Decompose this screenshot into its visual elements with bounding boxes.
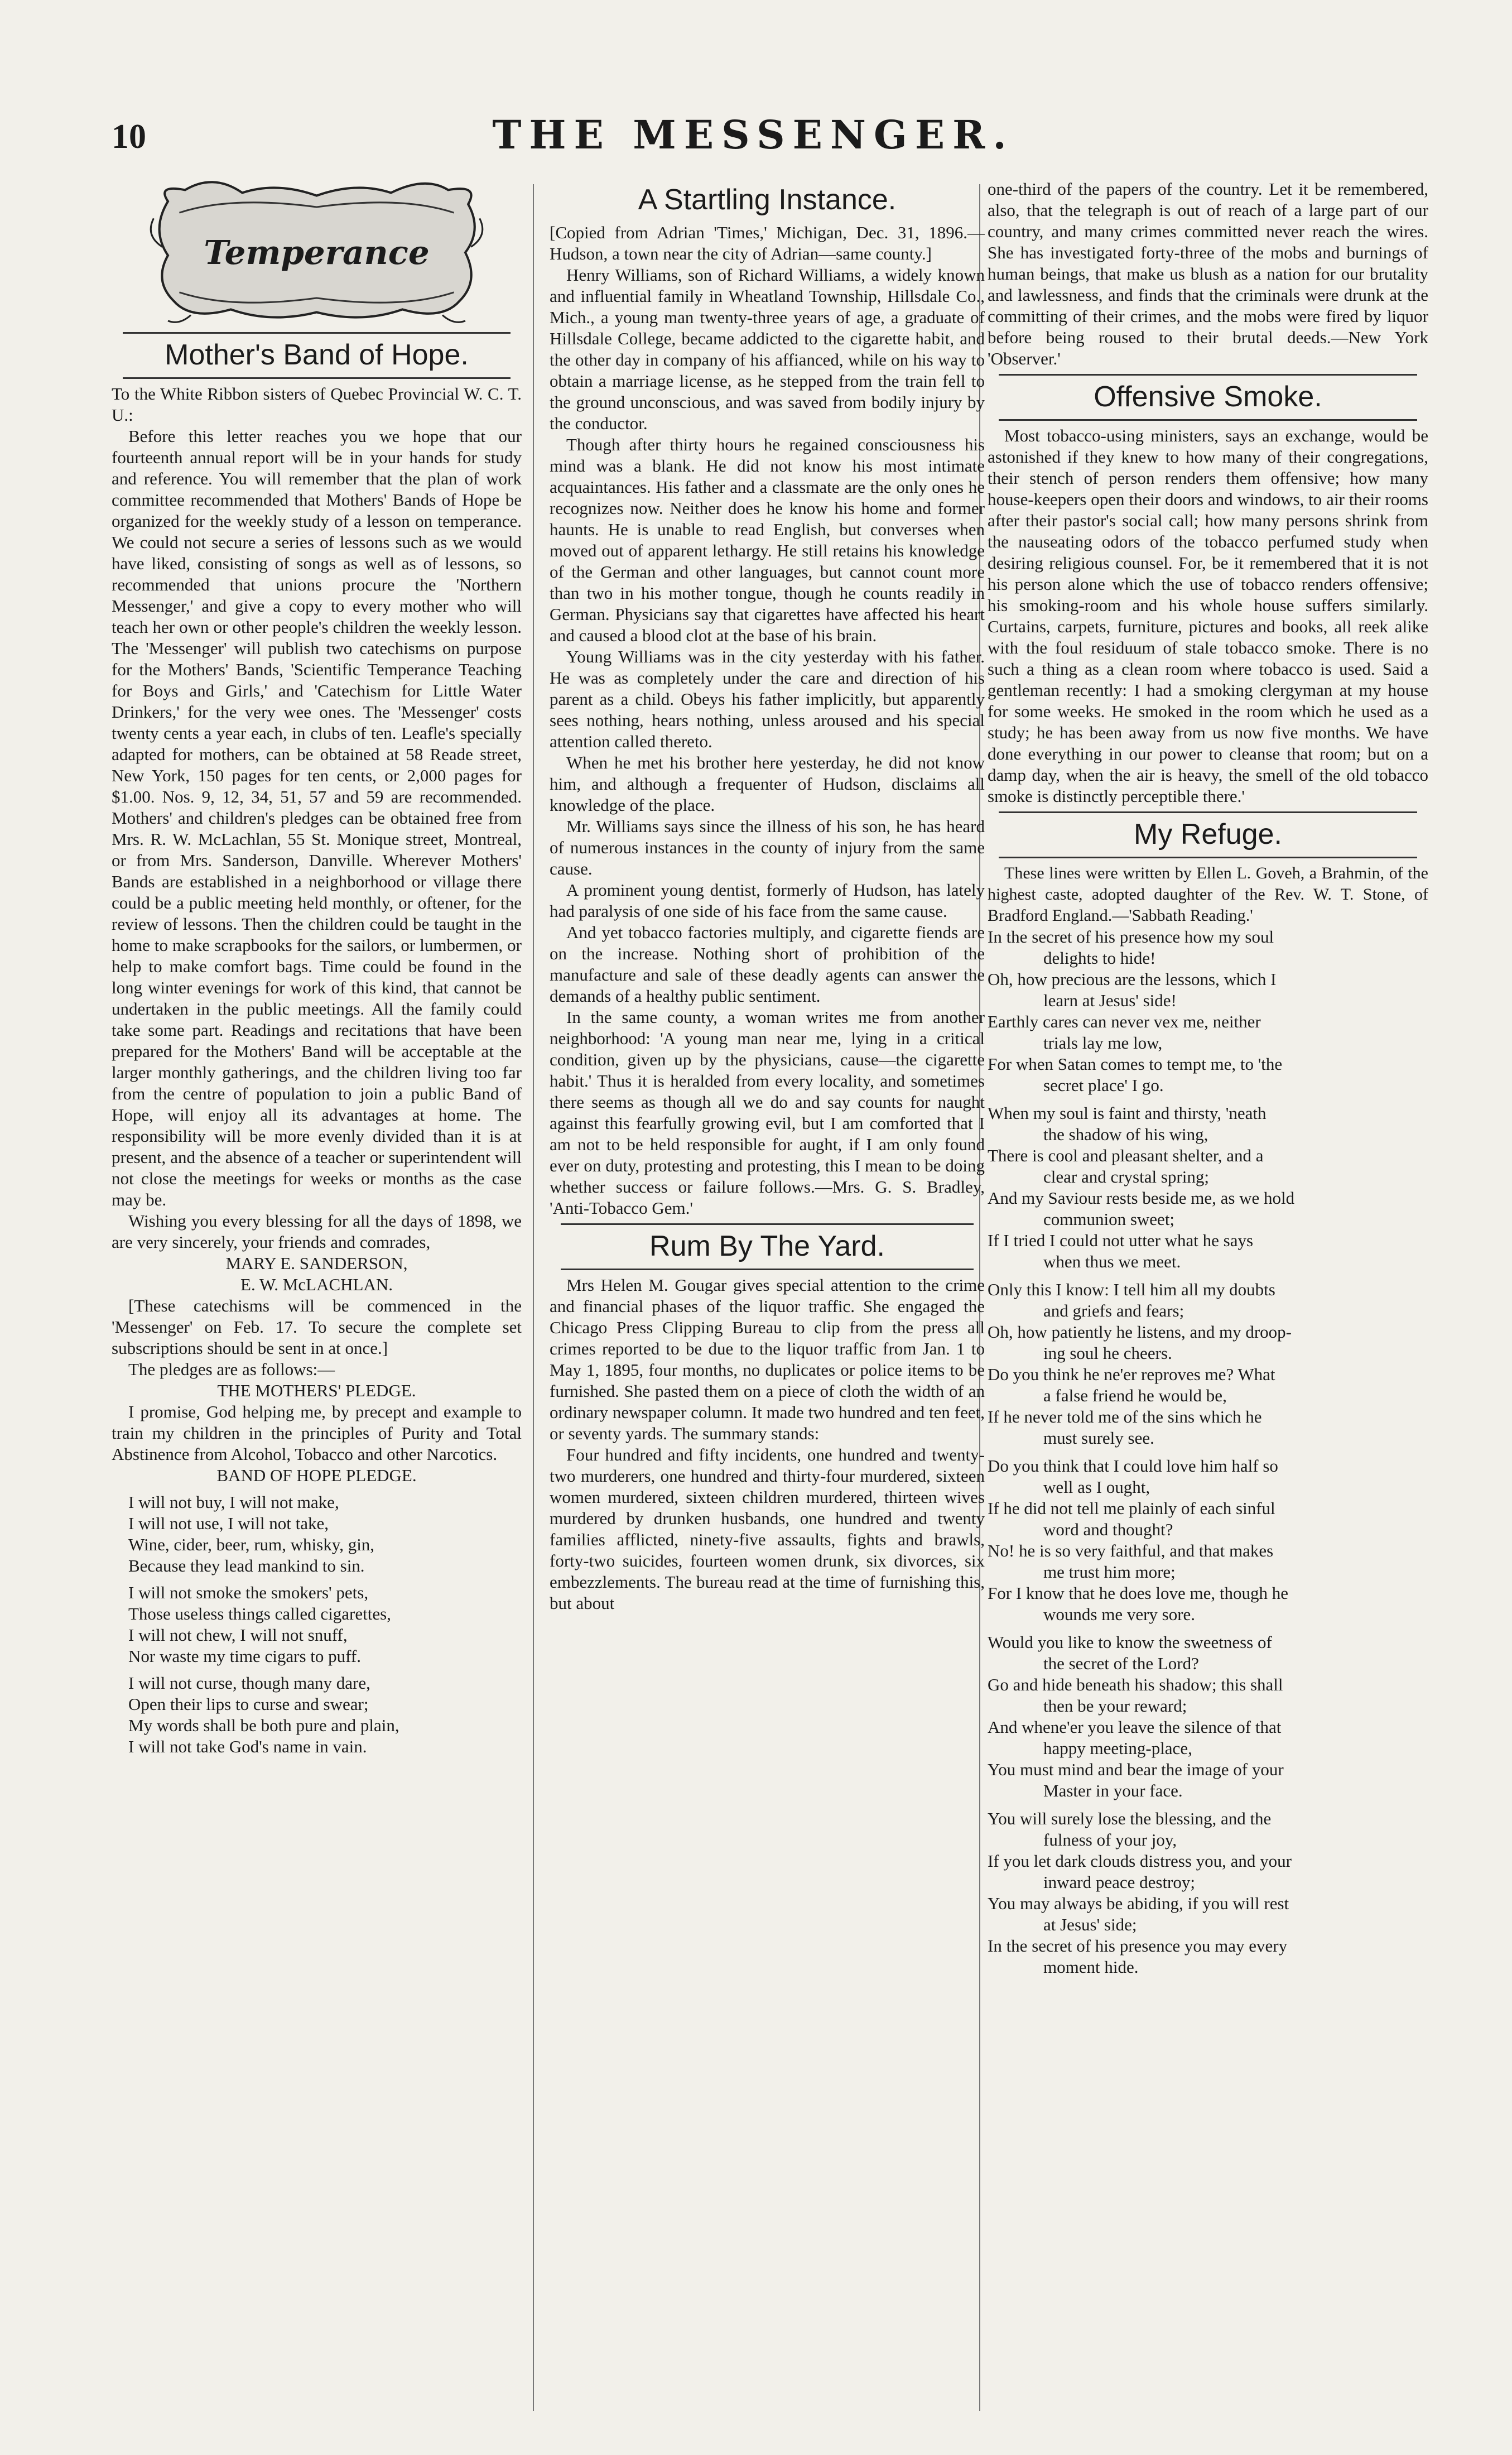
band-pledge-title: BAND OF HOPE PLEDGE.	[216, 1466, 417, 1485]
poem-line: Do you think that I could love him half so	[988, 1456, 1278, 1476]
divider	[999, 419, 1417, 421]
mothers-pledge-title: THE MOTHERS' PLEDGE.	[217, 1381, 416, 1400]
headline-my-refuge: My Refuge.	[1134, 818, 1282, 851]
pledge-line: I will not buy, I will not make,	[128, 1492, 339, 1512]
poem-line: Earthly cares can never vex me, neither	[988, 1012, 1261, 1031]
poem-line: the shadow of his wing,	[1043, 1125, 1208, 1144]
pledge-line: I will not chew, I will not snuff,	[128, 1625, 348, 1645]
column-3	[988, 179, 1428, 2422]
poem-line: fulness of your joy,	[1043, 1830, 1177, 1849]
poem-line: me trust him more;	[1043, 1562, 1176, 1582]
poem-line: at Jesus' side;	[1043, 1915, 1137, 1934]
pledge-line: I will not take God's name in vain.	[128, 1737, 367, 1756]
poem-line: If I tried I could not utter what he says	[988, 1231, 1254, 1250]
poem-line: ing soul he cheers.	[1043, 1343, 1172, 1363]
poem-line: Master in your face.	[1043, 1781, 1183, 1800]
pledge-line: Because they lead mankind to sin.	[128, 1556, 365, 1575]
article-paragraph: Though after thirty hours he regained consciousness his mind was a blank. He did not know his most intimate acquaintances. His father and a classmate are the only ones he recognizes now. Neither does he know his home and former haunts. He is unable to read English, but converses when moved out of apparent lethargy. He still retains his knowledge of the German and other languages, but cannot count more than two in his mother tongue, though he counts readily in German. Physicians say that cigarettes have affected his heart and caused a blood clot at the base of his brain.	[550, 435, 985, 645]
letter-body: Before this letter reaches you we hope that our fourteenth annual report will be in your hands for study and reference. You will remember that the plan of work committee recommended that Mothers' Bands of Hope be organized for the weekly study of a lesson on temperance. We could not secure a series of lessons such as we would have liked, consisting of songs as well as of lessons, so recommended that unions procure the 'Northern Messenger,' and give a copy to every mother who will teach her own or other people's children the weekly lesson. The 'Messenger' will publish two catechisms on purpose for the Mothers' Bands, 'Scientific Temperance Teaching for Boys and Girls,' and 'Catechism for Little Water Drinkers,' for the very wee ones. The 'Messenger' costs twenty cents a year each, in clubs of ten. Leafle's specially adapted for mothers, can be obtained at 58 Reade street, New York, 150 pages for ten cents, or 2,000 pages for $1.00. Nos. 9, 12, 34, 51, 57 and 59 are recommended. Mothers' and children's pledges can be obtained free from Mrs. R. W. McLachlan, 55 St. Monique street, Montreal, or from Mrs. Sanderson, Danville. Wherever Mothers' Bands are established in a neighborhood or village there could be a public meeting held monthly, or oftener, for the review of lessons. Then the children could be taught in the home to make scrapbooks for the sailors, or lumbermen, or help to make comfort bags. Time could be found in the long winter evenings for work of this kind, that cannot be undertaken in the public meetings. All the family could take some part. Readings and recitations that have been prepared for the Mothers' Band will be acceptable at the larger monthly gatherings, and the children living too far from the centre of population to join a public Band of Hope, will enjoy all its advantages at home. The responsibility will be more evenly divided than it is at present, and the absence of a teacher or superintendent will not close the meetings for weeks or months as the case may be.	[112, 426, 522, 1209]
poem-line: If he did not tell me plainly of each sinful	[988, 1498, 1275, 1518]
pledge-stanza	[112, 1492, 522, 1577]
poem-line: In the secret of his presence how my soul	[988, 927, 1274, 947]
article-continuation: one-third of the papers of the country. Let it be remembered, also, that the telegraph is out of reach of a large part of our country, and many crimes committed never reach the wires. She has investigated forty-three of the mobs and burnings of human beings, that make us blush as a nation for our brutality and lawlessness, and finds that the criminals were drunk at the committing of their crimes, and the mobs were fired by liquor before being roused to their brutal deeds.—New York 'Observer.'	[988, 179, 1428, 368]
salutation: To the White Ribbon sisters of Quebec Provincial W. C. T. U.:	[112, 384, 522, 425]
poem-intro: These lines were written by Ellen L. Goveh, a Brahmin, of the highest caste, adopted daughter of the Rev. W. T. Stone, of Bradford England.—'Sabbath Reading.'	[988, 864, 1428, 925]
poem-stanza	[988, 1632, 1428, 1801]
pledge-line: I will not curse, though many dare,	[128, 1673, 370, 1693]
column-2	[550, 179, 985, 2422]
mothers-pledge-text: I promise, God helping me, by precept and example to train my children in the principles of Purity and Total Abstinence from Alcohol, Tobacco and other Narcotics.	[112, 1402, 522, 1464]
poem	[988, 926, 1428, 1978]
poem-line: You may always be abiding, if you will rest	[988, 1894, 1289, 1913]
poem-line: There is cool and pleasant shelter, and a	[988, 1146, 1264, 1165]
poem-line: Oh, how patiently he listens, and my droop-	[988, 1322, 1292, 1342]
poem-line: secret place' I go.	[1043, 1075, 1164, 1095]
poem-line: You will surely lose the blessing, and the	[988, 1809, 1272, 1828]
pledge-line: Nor waste my time cigars to puff.	[128, 1646, 361, 1666]
poem-stanza	[988, 1103, 1428, 1272]
pledges-intro: The pledges are as follows:—	[128, 1359, 335, 1379]
pledge-line: Open their lips to curse and swear;	[128, 1694, 369, 1714]
temperance-ornament	[145, 179, 488, 326]
pledge-stanza	[112, 1582, 522, 1667]
poem-stanza	[988, 1455, 1428, 1625]
temperance-ornament-text: Temperance	[204, 233, 430, 272]
headline-rum-by-the-yard: Rum By The Yard.	[649, 1230, 885, 1262]
signature-1: MARY E. SANDERSON,	[225, 1253, 408, 1273]
poem-line: well as I ought,	[1043, 1477, 1150, 1497]
pledge-line: I will not use, I will not take,	[128, 1514, 329, 1533]
poem-line: learn at Jesus' side!	[1043, 991, 1177, 1010]
poem-line: Oh, how precious are the lessons, which I	[988, 969, 1277, 989]
divider	[123, 377, 511, 379]
article-paragraph: Henry Williams, son of Richard Williams, a widely known and influential family in Wheatland Township, Hillsdale Co., Mich., a young man twenty-three years of age, a graduate of Hillsdale College, became addicted to the cigarette habit, and the other day in company of his affianced, while on his way to obtain a marriage license, as he stepped from the train fell to the ground unconscious, and was saved from bodily injury by the conductor.	[550, 265, 985, 433]
poem-line: Would you like to know the sweetness of	[988, 1632, 1272, 1652]
poem-line: communion sweet;	[1043, 1209, 1175, 1229]
pledge-line: Wine, cider, beer, rum, whisky, gin,	[128, 1535, 375, 1554]
column-rule	[533, 184, 534, 2411]
poem-line: then be your reward;	[1043, 1696, 1187, 1716]
poem-line: trials lay me low,	[1043, 1033, 1163, 1053]
editor-note: [These catechisms will be commenced in the 'Messenger' on Feb. 17. To secure the complete set subscriptions should be sent in at once.]	[112, 1296, 522, 1358]
letter-closing: Wishing you every blessing for all the days of 1898, we are very sincerely, your friends and comrades,	[112, 1211, 522, 1252]
article-paragraph: A prominent young dentist, formerly of Hudson, has lately had paralysis of one side of his face from the same cause.	[550, 880, 985, 921]
poem-line: No! he is so very faithful, and that makes	[988, 1541, 1274, 1560]
poem-line: must surely see.	[1043, 1428, 1154, 1448]
poem-stanza	[988, 1279, 1428, 1449]
pledge-line: Those useless things called cigarettes,	[128, 1604, 391, 1623]
poem-line: Go and hide beneath his shadow; this shall	[988, 1675, 1283, 1694]
divider	[999, 374, 1417, 376]
page-number: 10	[112, 118, 146, 156]
poem-line: When my soul is faint and thirsty, 'neath	[988, 1103, 1267, 1123]
poem-line: Do you think he ne'er reproves me? What	[988, 1365, 1275, 1384]
poem-line: a false friend he would be,	[1043, 1386, 1227, 1405]
article-paragraph: When he met his brother here yesterday, he did not know him, and although a frequenter of Hudson, disclaims all knowledge of the place.	[550, 753, 985, 815]
article-paragraph: Mr. Williams says since the illness of his son, he has heard of numerous instances in the county of injury from the same cause.	[550, 816, 985, 878]
poem-line: when thus we meet.	[1043, 1252, 1181, 1271]
poem-stanza	[988, 1808, 1428, 1978]
poem-line: the secret of the Lord?	[1043, 1654, 1199, 1673]
pledge-line: My words shall be both pure and plain,	[128, 1716, 399, 1735]
poem-line: In the secret of his presence you may every	[988, 1936, 1288, 1956]
headline-offensive-smoke: Offensive Smoke.	[1094, 381, 1322, 413]
poem-line: If you let dark clouds distress you, and your	[988, 1851, 1292, 1871]
signature-2: E. W. McLACHLAN.	[240, 1275, 393, 1294]
poem-line: You must mind and bear the image of your	[988, 1760, 1284, 1779]
poem-line: delights to hide!	[1043, 948, 1156, 968]
poem-line: If he never told me of the sins which he	[988, 1407, 1262, 1426]
poem-line: word and thought?	[1043, 1520, 1173, 1539]
poem-line: wounds me very sore.	[1043, 1604, 1196, 1624]
pledge-line: I will not smoke the smokers' pets,	[128, 1583, 369, 1602]
masthead	[89, 106, 1417, 167]
article-paragraph: Four hundred and fifty incidents, one hundred and twenty-two murderers, one hundred and thirty-four murdered, sixteen women murdered, sixteen children murdered, thirteen wives murdered by drunken husbands, one hundred and twenty families afflicted, ninety-five assaults, fights and brawls, forty-two suicides, fourteen women drunk, six divorces, six embezzlements. The bureau read at the time of furnishing this, but about	[550, 1445, 985, 1613]
headline-mothers-band: Mother's Band of Hope.	[165, 339, 469, 371]
article-paragraph: Young Williams was in the city yesterday with his father. He was as completely under the care and direction of his parent as a child. Obeys his father implicitly, but apparently sees nothing, hears nothing, unless aroused and his special attention called thereto.	[550, 647, 985, 751]
poem-line: clear and crystal spring;	[1043, 1167, 1209, 1186]
article-paragraph: In the same county, a woman writes me from another neighborhood: 'A young man near me, lying in a critical condition, given up by the physicians, cause—the cigarette habit.' Thus it is heralded from every locality, and sometimes there seems as though all we do and say counts for naught against this fearfully growing evil, but I am comforted that I am not to be held responsible for aught, if I am only found ever on duty, protesting and protesting, this I mean to be doing whether success or failure follows.—Mrs. G. S. Bradley, 'Anti-Tobacco Gem.'	[550, 1007, 985, 1218]
divider	[999, 811, 1417, 813]
source-note: [Copied from Adrian 'Times,' Michigan, Dec. 31, 1896.—Hudson, a town near the city of Adrian—same county.]	[550, 223, 985, 263]
poem-stanza	[988, 926, 1428, 1096]
poem-line: For I know that he does love me, though he	[988, 1583, 1288, 1603]
poem-line: inward peace destroy;	[1043, 1872, 1195, 1892]
headline-startling-instance: A Startling Instance.	[638, 184, 897, 216]
poem-line: Only this I know: I tell him all my doubts	[988, 1280, 1275, 1299]
poem-line: happy meeting-place,	[1043, 1738, 1192, 1758]
divider	[561, 1269, 974, 1270]
article-paragraph: Mrs Helen M. Gougar gives special attention to the crime and financial phases of the liquor traffic. She engaged the Chicago Press Clipping Bureau to clip from the press all crimes reported to be due to the liquor traffic from Jan. 1 to May 1, 1895, four months, no duplicates or police items to be furnished. She pasted them on a piece of cloth the width of an ordinary newspaper column. It made two hundred and ten feet, or seventy yards. The summary stands:	[550, 1275, 985, 1443]
article-paragraph: Most tobacco-using ministers, says an exchange, would be astonished if they knew to how many of their congregations, their stench of person renders them offensive; how many house-keepers open their doors and windows, to air their rooms after their pastor's social call; how many persons shrink from the nauseating odors of the tobacco perfumed study when desiring religious counsel. For, be it remembered that it is not his person alone which the use of tobacco renders offensive; his smoking-room and his whole house suffers similarly. Curtains, carpets, furniture, pictures and books, all reek alike with the foul residuum of stale tobacco smoke. There is no such a thing as a clean room where tobacco is used. Said a gentleman recently: I had a smoking clergyman at my house for some weeks. He smoked in the room which he used as a study; he has been away from us now five months. We have done everything in our power to cleanse that room; but on a damp day, when the air is heavy, the smell of the old tobacco smoke is distinctly perceptible there.'	[988, 426, 1428, 806]
article-paragraph: And yet tobacco factories multiply, and cigarette fiends are on the increase. Nothing short of prohibition of the manufacture and sale of these deadly agents can answer the demands of a healthy public sentiment.	[550, 923, 985, 1006]
divider	[999, 857, 1417, 858]
divider	[561, 1223, 974, 1225]
paper-title: THE MESSENGER.	[492, 112, 1014, 158]
poem-line: And my Saviour rests beside me, as we hold	[988, 1188, 1295, 1208]
temperance-ornament-graphic	[145, 179, 488, 326]
pledge-stanza	[112, 1673, 522, 1757]
divider	[123, 332, 511, 334]
poem-line: And whene'er you leave the silence of that	[988, 1717, 1282, 1737]
poem-line: and griefs and fears;	[1043, 1301, 1184, 1320]
poem-line: moment hide.	[1043, 1957, 1139, 1977]
column-1	[112, 179, 522, 2422]
poem-line: For when Satan comes to tempt me, to 'the	[988, 1054, 1283, 1074]
